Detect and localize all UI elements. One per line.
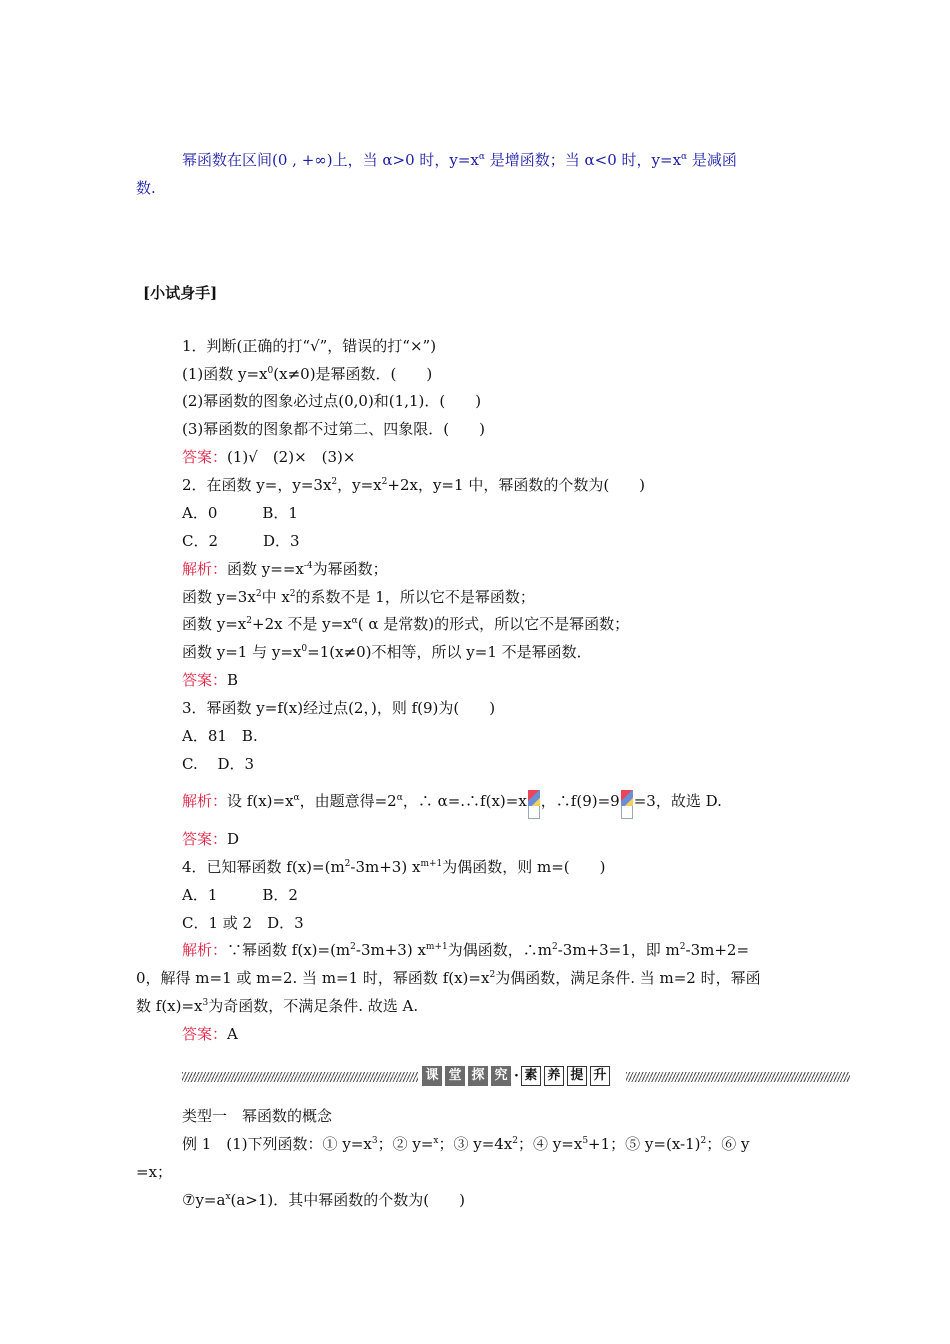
banner-char: 究	[491, 1066, 511, 1086]
q2-stem: 2．在函数 y=，$y=3x^2$，$y=x^2+2x$，y=1 中，幂函数的个数为( )	[182, 476, 646, 494]
banner-char: 课	[422, 1066, 442, 1086]
type1-heading: 类型一 幂函数的概念	[182, 1107, 333, 1125]
example1-line-2: =x；	[136, 1163, 173, 1181]
banner-char: 升	[590, 1066, 610, 1086]
q4-stem: 4．已知幂函数 $f(x)=(m^2-3m+3)$ $x^{m+1}$为偶函数，则 m=( )	[182, 858, 606, 876]
intro-line-2: 数.	[136, 179, 156, 197]
section-heading: [小试身手]	[143, 284, 218, 302]
q1-answer: 答案：(1)√ (2)× (3)×	[182, 448, 356, 466]
example1-line-3: $⑦y=a^x(a>1)$．其中幂函数的个数为( )	[182, 1191, 465, 1209]
q2-analysis-4: 函数 y=1 与 $y=x^0=1(x\ne 0)$不相等，所以 y=1 不是幂函数．	[182, 643, 592, 661]
q2-options-ab: A．0 B．1	[182, 504, 298, 522]
q4-analysis-1: 解析：∵幂函数 $f(x)=(m^2-3m+3)$ $x^{m+1}$为偶函数，$\therefore m^2-3m+3=1$，即 $m^2-3m+2=$	[182, 941, 750, 959]
q2-analysis-3: 函数 $y=x^2+2x$ 不是 $y=x^\alpha$( α 是常数)的形式，所以它不是幂函数；	[182, 615, 630, 633]
banner-hatch-left	[182, 1072, 418, 1082]
q4-analysis-3: 数 $f(x)=x^3$为奇函数，不满足条件. 故选 A.	[136, 997, 419, 1015]
section-banner	[182, 1065, 850, 1089]
q1-item-1: (1)函数 $y=x^0(x\ne 0)$是幂函数．( )	[182, 365, 433, 383]
q3-analysis: 解析：设 $f(x)=x^\alpha$，由题意得$=2^\alpha$，∴ α=.∴f(x)=x ，∴f(9)=9 =3，故选 D.	[182, 790, 722, 820]
q3-options-ab: A．81 B.	[182, 727, 258, 745]
example1-line-1: 例 1 (1)下列函数：① $y=x^3$；② y=$^x$；③ $y=4x^2$；④ $y=x^5+1$；⑤ $y=(x-1)^2$；⑥ y	[182, 1135, 750, 1153]
q2-options-cd: C．2 D．3	[182, 532, 300, 550]
banner-char: 养	[544, 1066, 564, 1086]
q1-item-2: (2)幂函数的图象必过点(0,0)和(1,1)．( )	[182, 392, 482, 410]
q4-options-ab: A．1 B．2	[182, 886, 298, 904]
q1-item-3: (3)幂函数的图象都不过第二、四象限．( )	[182, 420, 485, 438]
banner-char: 堂	[445, 1066, 465, 1086]
q2-analysis-1: 解析：函数 $y==x^{-4}$为幂函数；	[182, 560, 388, 578]
banner-char: 探	[468, 1066, 488, 1086]
intro-line-1: 幂函数在区间(0 , +∞)上，当 α>0 时，$y=x^\alpha$ 是增函数；当 α<0 时，$y=x^\alpha$ 是减函	[182, 151, 737, 169]
q3-answer: 答案：D	[182, 830, 240, 848]
banner-char: 素	[521, 1066, 541, 1086]
q2-analysis-2: 函数 $y=3x^2$中 $x^2$的系数不是 1，所以它不是幂函数；	[182, 588, 535, 606]
q2-answer: 答案：B	[182, 671, 239, 689]
q3-stem: 3．幂函数 y=f(x)经过点(2，)，则 f(9)为( )	[182, 699, 496, 717]
q4-answer: 答案：A	[182, 1025, 238, 1043]
banner-separator: ·	[514, 1068, 519, 1084]
q4-options-cd: C．1 或 2 D．3	[182, 914, 304, 932]
banner-char: 提	[567, 1066, 587, 1086]
banner-hatch-right	[626, 1072, 850, 1082]
q1-stem: 1．判断(正确的打“√”，错误的打“×”)	[182, 337, 437, 355]
broken-image-icon	[528, 790, 540, 820]
broken-image-icon	[621, 790, 633, 820]
banner-tag-left	[422, 1065, 613, 1087]
q4-analysis-2: 0，解得 m=1 或 m=2. 当 m=1 时，幂函数 $f(x)=x^2$为偶函数，满足条件. 当 m=2 时，幂函	[136, 969, 761, 987]
q3-options-cd: C. D．3	[182, 755, 255, 773]
